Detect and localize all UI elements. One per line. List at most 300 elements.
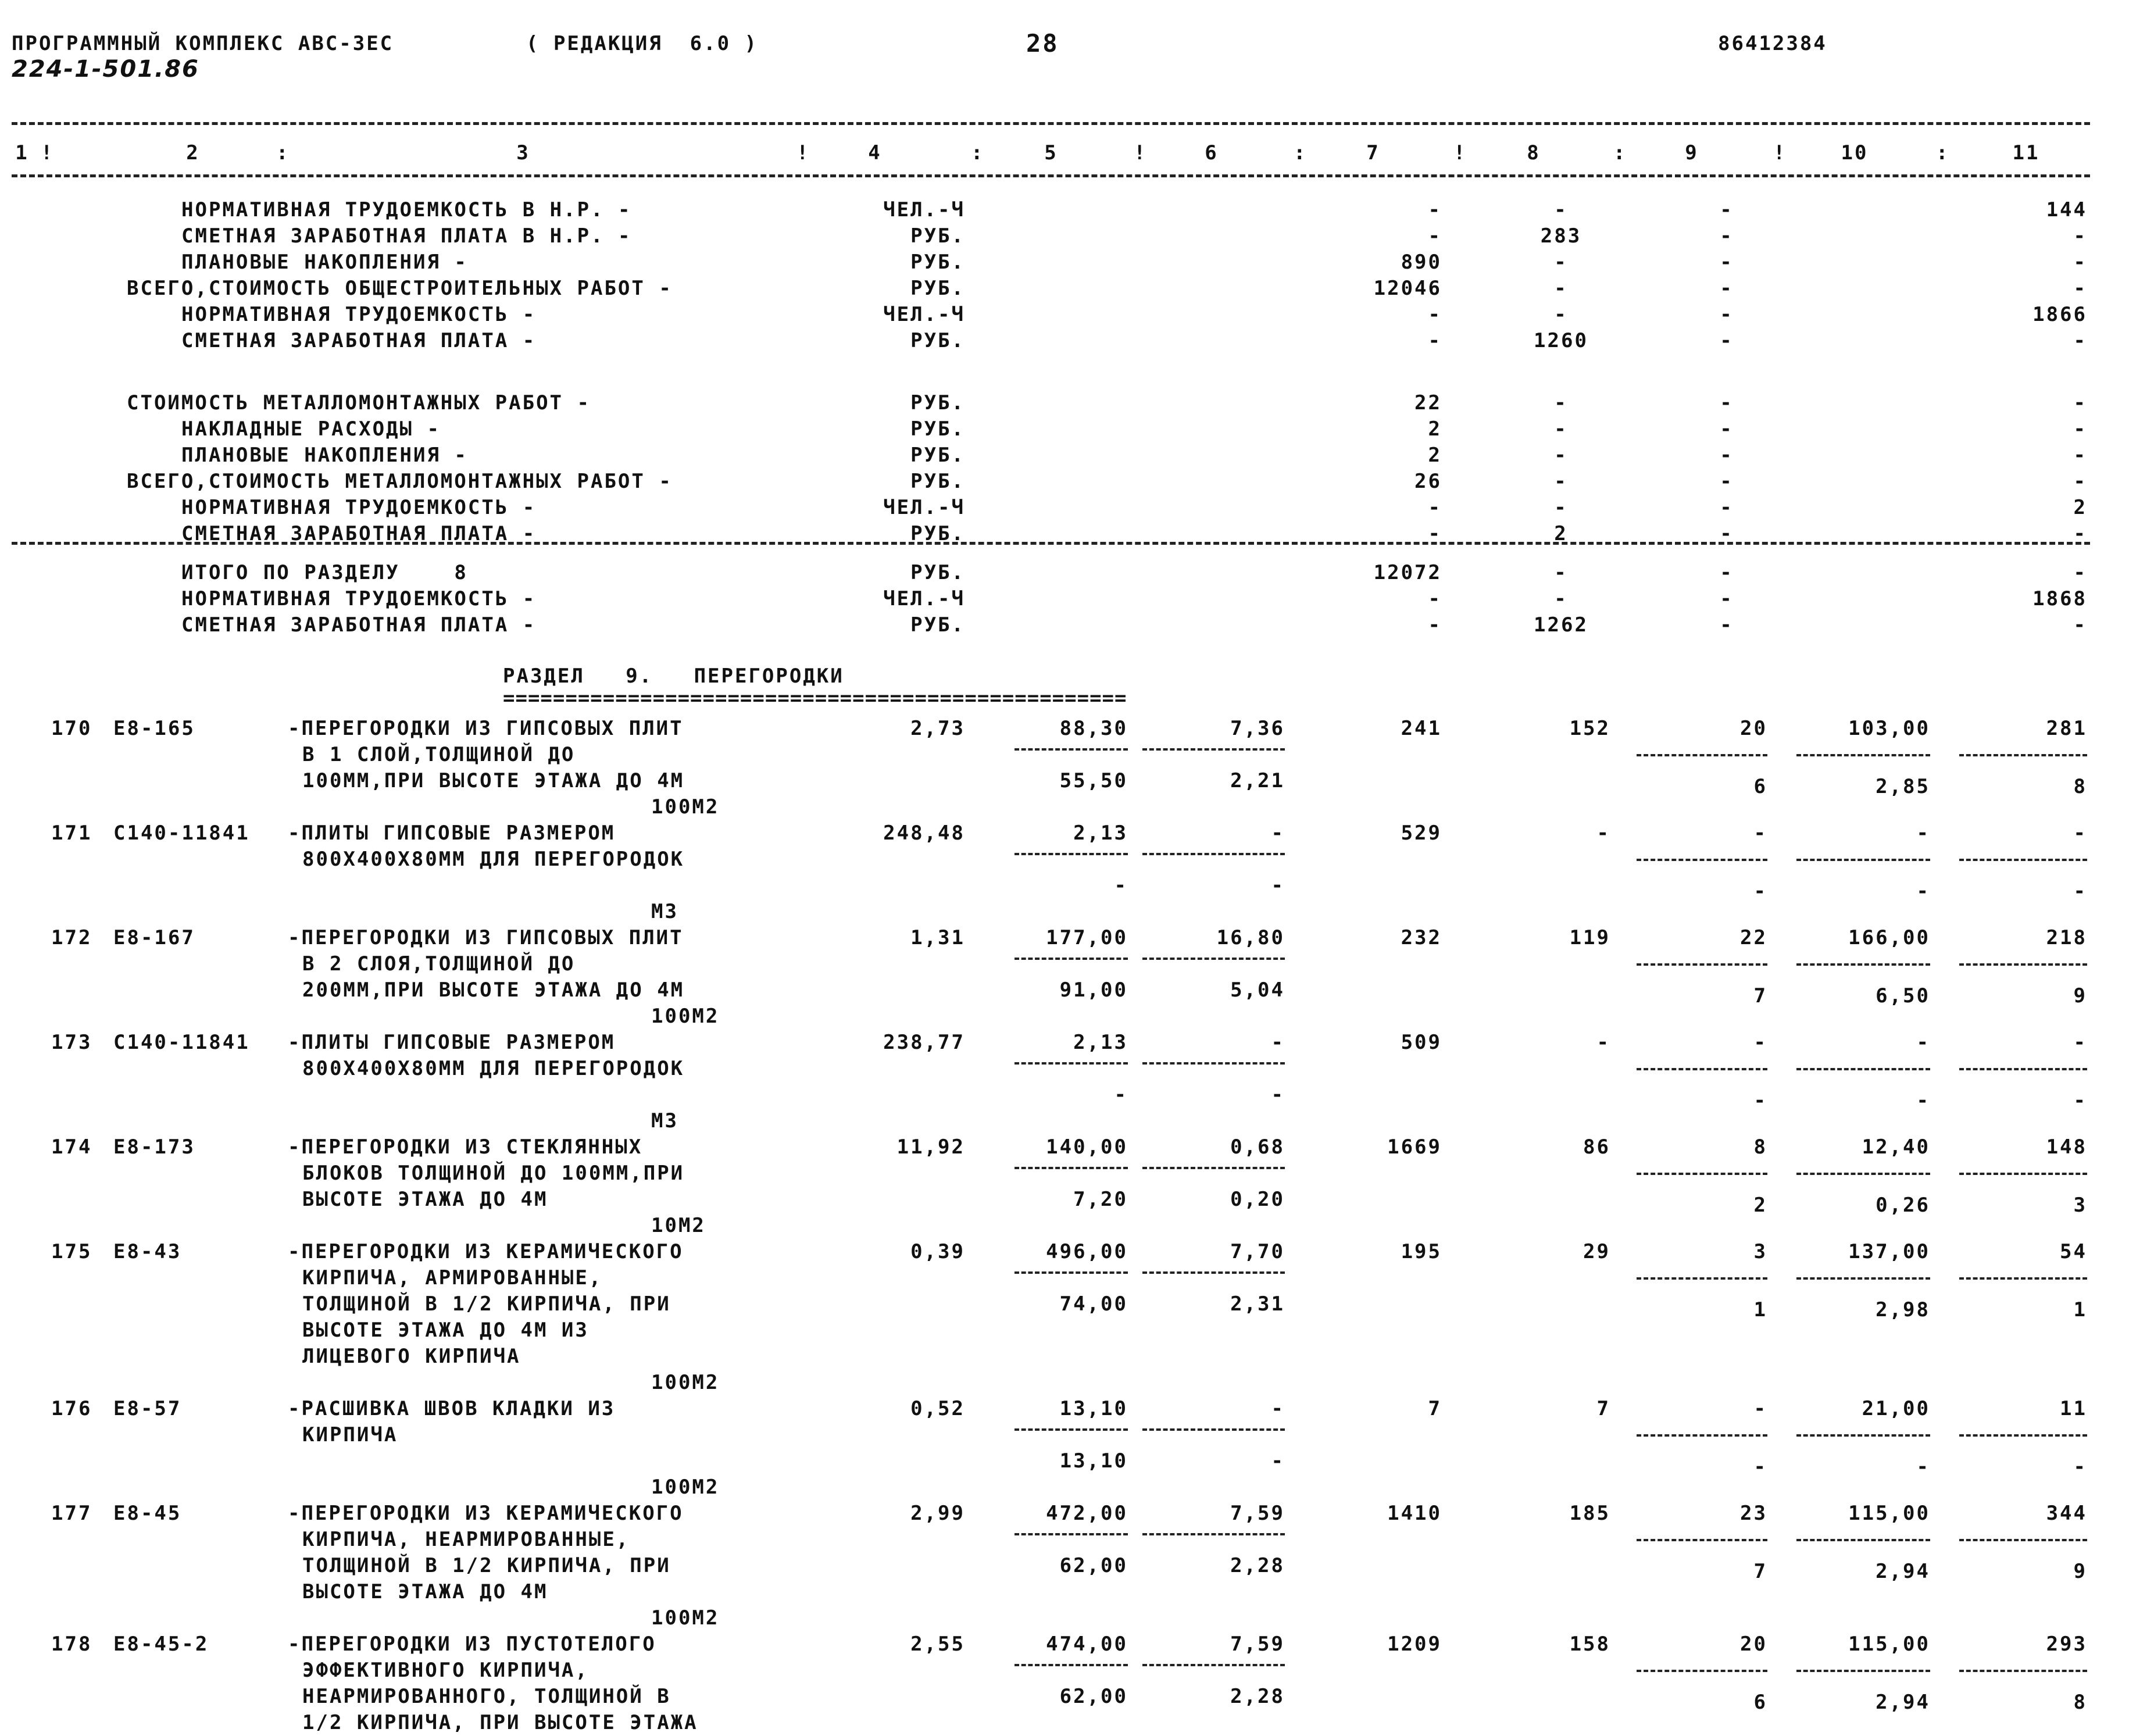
summary-col7: 12046 (1373, 277, 1442, 300)
summary-col8: 2 (1554, 522, 1568, 545)
entry-divider-col11 (1959, 1068, 2087, 1070)
summary-col8: - (1554, 391, 1568, 415)
summary-col8: 1262 (1534, 613, 1588, 637)
entry-code: Е8-45 (113, 1502, 182, 1525)
entry-description-line: ВЫСОТЕ ЭТАЖА ДО 4М ИЗ (302, 1319, 589, 1342)
section-title: РАЗДЕЛ 9. ПЕРЕГОРОДКИ (503, 665, 844, 688)
page-number: 28 (1026, 29, 1059, 58)
header-bottom-rule (12, 174, 2090, 177)
entry-col5-upper: 177,00 (1046, 926, 1128, 949)
summary-label: ВСЕГО,СТОИМОСТЬ ОБЩЕСТРОИТЕЛЬНЫХ РАБОТ - (127, 277, 673, 300)
entry-col6-lower: 2,28 (1230, 1554, 1285, 1577)
entry-col10-lower: - (1916, 1089, 1930, 1112)
entry-col9-lower: 2 (1753, 1194, 1767, 1217)
entry-divider-col11 (1959, 859, 2087, 861)
entry-col5-upper: 2,13 (1073, 821, 1128, 845)
entry-divider-col5 (1015, 1533, 1128, 1535)
summary-unit: РУБ. (910, 391, 965, 415)
entry-description-line: -ПЕРЕГОРОДКИ ИЗ ПУСТОТЕЛОГО (288, 1633, 656, 1656)
entry-number: 177 (51, 1502, 92, 1525)
summary-label: СТОИМОСТЬ МЕТАЛЛОМОНТАЖНЫХ РАБОТ - (127, 391, 591, 415)
entry-description-line: -ПЛИТЫ ГИПСОВЫЕ РАЗМЕРОМ (288, 1031, 616, 1054)
entry-divider-col10 (1796, 1434, 1930, 1437)
entry-col10-upper: 103,00 (1848, 717, 1930, 740)
entry-col5-lower: 91,00 (1059, 978, 1128, 1002)
entry-col5-upper: 2,13 (1073, 1031, 1128, 1054)
summary-col9: - (1720, 329, 1734, 352)
entry-col5-lower: 62,00 (1059, 1554, 1128, 1577)
entry-col4: 2,73 (910, 717, 965, 740)
entry-unit: 10М2 (651, 1214, 706, 1237)
summary-unit: РУБ. (910, 329, 965, 352)
entry-divider-col10 (1796, 1173, 1930, 1175)
entry-divider-col9 (1637, 1173, 1767, 1175)
column-separator: ! (1134, 141, 1148, 165)
entry-col11-upper: 281 (2046, 717, 2087, 740)
entry-description-line: -ПЛИТЫ ГИПСОВЫЕ РАЗМЕРОМ (288, 821, 616, 845)
entry-code: С140-11841 (113, 821, 250, 845)
column-header-10: 10 (1841, 141, 1869, 165)
entry-divider-col9 (1637, 963, 1767, 966)
entry-divider-col5 (1015, 1062, 1128, 1065)
summary-col9: - (1720, 417, 1734, 441)
entry-col10-upper: 115,00 (1848, 1502, 1930, 1525)
entry-divider-col10 (1796, 1670, 1930, 1672)
summary-unit: РУБ. (910, 444, 965, 467)
summary-col8: - (1554, 444, 1568, 467)
entry-divider-col11 (1959, 754, 2087, 756)
summary-col11: - (2073, 251, 2087, 274)
entry-divider-col6 (1142, 1271, 1285, 1274)
summary-col7: 26 (1414, 470, 1442, 493)
summary-col8: - (1554, 303, 1568, 326)
summary-label: СМЕТНАЯ ЗАРАБОТНАЯ ПЛАТА - (181, 613, 537, 637)
entry-number: 173 (51, 1031, 92, 1054)
entry-divider-col11 (1959, 1434, 2087, 1437)
entry-col7: 1669 (1387, 1135, 1442, 1159)
entry-col9-lower: 1 (1753, 1298, 1767, 1321)
entry-col10-upper: 137,00 (1848, 1240, 1930, 1263)
summary-col7: 22 (1414, 391, 1442, 415)
entry-code: Е8-165 (113, 717, 195, 740)
handwritten-reference: 224-1-501.86 (12, 56, 199, 83)
entry-col7: 195 (1401, 1240, 1442, 1263)
entry-col9-lower: - (1753, 880, 1767, 903)
entry-col5-lower: 74,00 (1059, 1292, 1128, 1316)
entry-description-line: ТОЛЩИНОЙ В 1/2 КИРПИЧА, ПРИ (302, 1292, 671, 1316)
entry-divider-col6 (1142, 958, 1285, 960)
entry-col6-upper: 7,36 (1230, 717, 1285, 740)
entry-number: 171 (51, 821, 92, 845)
column-separator: : (1936, 141, 1950, 165)
summary-label: СМЕТНАЯ ЗАРАБОТНАЯ ПЛАТА В Н.Р. - (181, 224, 632, 248)
entry-divider-col10 (1796, 963, 1930, 966)
summary-label: НАКЛАДНЫЕ РАСХОДЫ - (181, 417, 441, 441)
summary-col7: - (1428, 587, 1442, 610)
summary-label: ПЛАНОВЫЕ НАКОПЛЕНИЯ - (181, 444, 468, 467)
entry-unit: 100М2 (651, 1476, 720, 1499)
summary-col11: 1866 (2032, 303, 2087, 326)
entry-col11-upper: - (2073, 821, 2087, 845)
entry-description-line: 1/2 КИРПИЧА, ПРИ ВЫСОТЕ ЭТАЖА (302, 1711, 698, 1734)
summary-unit: ЧЕЛ.-Ч (883, 587, 965, 610)
entry-unit: 100М2 (651, 1606, 720, 1630)
entry-divider-col9 (1637, 1539, 1767, 1541)
entry-col5-upper: 474,00 (1046, 1633, 1128, 1656)
entry-col4: 2,99 (910, 1502, 965, 1525)
entry-divider-col10 (1796, 754, 1930, 756)
summary-col9: - (1720, 496, 1734, 519)
summary-col9: - (1720, 391, 1734, 415)
entry-col9-upper: 23 (1740, 1502, 1767, 1525)
entry-col11-upper: 218 (2046, 926, 2087, 949)
summary-unit: РУБ. (910, 251, 965, 274)
entry-divider-col6 (1142, 853, 1285, 855)
entry-divider-col9 (1637, 1068, 1767, 1070)
entry-description-line: ВЫСОТЕ ЭТАЖА ДО 4М (302, 1188, 548, 1211)
entry-description-line: КИРПИЧА, НЕАРМИРОВАННЫЕ, (302, 1528, 630, 1551)
entry-code: Е8-167 (113, 926, 195, 949)
entry-col4: 0,52 (910, 1397, 965, 1420)
summary-col11: - (2073, 277, 2087, 300)
summary-unit: ЧЕЛ.-Ч (883, 303, 965, 326)
entry-col9-lower: 6 (1753, 775, 1767, 798)
summary-col11: - (2073, 224, 2087, 248)
summary-col9: - (1720, 444, 1734, 467)
column-header-5: 5 (1044, 141, 1058, 165)
entry-col11-lower: 9 (2073, 984, 2087, 1008)
entry-col11-upper: 11 (2060, 1397, 2087, 1420)
entry-col11-lower: 1 (2073, 1298, 2087, 1321)
entry-col4: 1,31 (910, 926, 965, 949)
entry-unit: 100М2 (651, 795, 720, 819)
column-separator: ! (41, 141, 55, 165)
entry-col11-upper: - (2073, 1031, 2087, 1054)
entry-col7: 509 (1401, 1031, 1442, 1054)
summary-col9: - (1720, 561, 1734, 584)
entry-col6-lower: 5,04 (1230, 978, 1285, 1002)
entry-code: Е8-43 (113, 1240, 182, 1263)
entry-col10-lower: 6,50 (1876, 984, 1930, 1008)
summary-label: СМЕТНАЯ ЗАРАБОТНАЯ ПЛАТА - (181, 522, 537, 545)
entry-col9-upper: - (1753, 1397, 1767, 1420)
summary-col9: - (1720, 303, 1734, 326)
entry-col11-lower: 8 (2073, 775, 2087, 798)
entry-code: Е8-57 (113, 1397, 182, 1420)
column-header-1: 1 (15, 141, 29, 165)
column-header-2: 2 (186, 141, 200, 165)
entry-col6-upper: 0,68 (1230, 1135, 1285, 1159)
summary-label: НОРМАТИВНАЯ ТРУДОЕМКОСТЬ - (181, 587, 537, 610)
summary-col8: 283 (1540, 224, 1582, 248)
summary-col7: - (1428, 522, 1442, 545)
entry-col11-lower: - (2073, 1455, 2087, 1478)
entry-col5-upper: 13,10 (1059, 1397, 1128, 1420)
entry-col4: 11,92 (896, 1135, 965, 1159)
entry-col9-lower: 7 (1753, 1560, 1767, 1583)
summary-label: НОРМАТИВНАЯ ТРУДОЕМКОСТЬ - (181, 303, 537, 326)
entry-divider-col6 (1142, 1062, 1285, 1065)
entry-col6-lower: - (1271, 1449, 1285, 1473)
entry-col7: 1410 (1387, 1502, 1442, 1525)
entry-col4: 2,55 (910, 1633, 965, 1656)
entry-description-line: -ПЕРЕГОРОДКИ ИЗ ГИПСОВЫХ ПЛИТ (288, 717, 684, 740)
summary-col11: - (2073, 417, 2087, 441)
entry-divider-col5 (1015, 1428, 1128, 1431)
entry-col8: 152 (1569, 717, 1610, 740)
entry-col7: 1209 (1387, 1633, 1442, 1656)
entry-description-line: В 2 СЛОЯ,ТОЛЩИНОЙ ДО (302, 952, 576, 976)
entry-col10-lower: 2,85 (1876, 775, 1930, 798)
entry-col6-upper: - (1271, 821, 1285, 845)
entry-col7: 529 (1401, 821, 1442, 845)
entry-col8: 119 (1569, 926, 1610, 949)
entry-col9-lower: 6 (1753, 1691, 1767, 1714)
column-separator: : (276, 141, 290, 165)
entry-col6-upper: 16,80 (1216, 926, 1285, 949)
entry-col5-lower: - (1114, 1083, 1128, 1106)
entry-divider-col11 (1959, 963, 2087, 966)
column-separator: : (1613, 141, 1627, 165)
entry-code: Е8-173 (113, 1135, 195, 1159)
entry-unit: 100М2 (651, 1005, 720, 1028)
entry-col9-upper: 20 (1740, 717, 1767, 740)
summary-col9: - (1720, 198, 1734, 222)
entry-code: Е8-45-2 (113, 1633, 209, 1656)
entry-col9-upper: 22 (1740, 926, 1767, 949)
entry-number: 176 (51, 1397, 92, 1420)
summary-col7: 2 (1428, 444, 1442, 467)
entry-col5-lower: - (1114, 874, 1128, 897)
entry-col9-upper: - (1753, 821, 1767, 845)
entry-col4: 238,77 (883, 1031, 965, 1054)
summary-label: НОРМАТИВНАЯ ТРУДОЕМКОСТЬ В Н.Р. - (181, 198, 632, 222)
entry-col11-lower: 9 (2073, 1560, 2087, 1583)
entry-col8: - (1596, 821, 1610, 845)
summary-col11: - (2073, 522, 2087, 545)
entry-divider-col10 (1796, 859, 1930, 861)
column-header-4: 4 (868, 141, 882, 165)
entry-description-line: 800Х400Х80ММ ДЛЯ ПЕРЕГОРОДОК (302, 1057, 685, 1080)
summary-col8: - (1554, 561, 1568, 584)
entry-col10-upper: - (1916, 1031, 1930, 1054)
summary-col9: - (1720, 224, 1734, 248)
entry-col8: 86 (1583, 1135, 1610, 1159)
column-header-7: 7 (1366, 141, 1380, 165)
entry-col11-lower: - (2073, 1089, 2087, 1112)
summary-col9: - (1720, 613, 1734, 637)
entry-col10-upper: 12,40 (1862, 1135, 1930, 1159)
column-header-9: 9 (1685, 141, 1699, 165)
summary-col7: 890 (1401, 251, 1442, 274)
summary-unit: ЧЕЛ.-Ч (883, 496, 965, 519)
summary-col7: - (1428, 303, 1442, 326)
entry-unit: М3 (651, 900, 678, 923)
summary-label: ПЛАНОВЫЕ НАКОПЛЕНИЯ - (181, 251, 468, 274)
summary-col11: - (2073, 613, 2087, 637)
program-name: ПРОГРАММНЫЙ КОМПЛЕКС АВС-ЗЕС (12, 32, 394, 55)
entry-col9-upper: 8 (1753, 1135, 1767, 1159)
entry-col10-upper: 166,00 (1848, 926, 1930, 949)
entry-col11-lower: 3 (2073, 1194, 2087, 1217)
entry-description-line: ЛИЦЕВОГО КИРПИЧА (302, 1345, 521, 1368)
entry-col10-lower: 2,98 (1876, 1298, 1930, 1321)
entry-divider-col6 (1142, 748, 1285, 751)
entry-col9-upper: 3 (1753, 1240, 1767, 1263)
entry-number: 175 (51, 1240, 92, 1263)
entry-divider-col11 (1959, 1173, 2087, 1175)
entry-col7: 232 (1401, 926, 1442, 949)
summary-col8: - (1554, 417, 1568, 441)
summary-unit: РУБ. (910, 224, 965, 248)
entry-description-line: 800Х400Х80ММ ДЛЯ ПЕРЕГОРОДОК (302, 848, 685, 871)
column-separator: : (1294, 141, 1308, 165)
entry-col11-upper: 344 (2046, 1502, 2087, 1525)
entry-divider-col10 (1796, 1539, 1930, 1541)
entry-col10-lower: - (1916, 1455, 1930, 1478)
entry-col6-lower: 2,31 (1230, 1292, 1285, 1316)
summary-unit: РУБ. (910, 561, 965, 584)
summary-unit: РУБ. (910, 522, 965, 545)
entry-description-line: В 1 СЛОЙ,ТОЛЩИНОЙ ДО (302, 743, 576, 766)
entry-col6-lower: - (1271, 874, 1285, 897)
column-separator: ! (1453, 141, 1467, 165)
summary-unit: РУБ. (910, 470, 965, 493)
entry-number: 172 (51, 926, 92, 949)
document-code: 86412384 (1718, 32, 1827, 55)
summary-col11: - (2073, 444, 2087, 467)
summary-col7: 2 (1428, 417, 1442, 441)
entry-col5-upper: 140,00 (1046, 1135, 1128, 1159)
entry-col10-lower: - (1916, 880, 1930, 903)
entry-description-line: ЭФФЕКТИВНОГО КИРПИЧА, (302, 1659, 589, 1682)
entry-divider-col9 (1637, 1670, 1767, 1672)
entry-divider-col9 (1637, 754, 1767, 756)
entry-description-line: БЛОКОВ ТОЛЩИНОЙ ДО 100ММ,ПРИ (302, 1162, 685, 1185)
entry-description-line: ТОЛЩИНОЙ В 1/2 КИРПИЧА, ПРИ (302, 1554, 671, 1577)
column-header-6: 6 (1205, 141, 1219, 165)
entry-col7: 241 (1401, 717, 1442, 740)
entry-divider-col5 (1015, 1167, 1128, 1169)
entry-col11-upper: 54 (2060, 1240, 2087, 1263)
entry-unit: 100М2 (651, 1371, 720, 1394)
entry-number: 178 (51, 1633, 92, 1656)
entry-col5-upper: 496,00 (1046, 1240, 1128, 1263)
summary-unit: РУБ. (910, 417, 965, 441)
entry-description-line: -ПЕРЕГОРОДКИ ИЗ СТЕКЛЯННЫХ (288, 1135, 643, 1159)
entry-unit: М3 (651, 1109, 678, 1133)
summary-col11: - (2073, 561, 2087, 584)
entry-col5-upper: 472,00 (1046, 1502, 1128, 1525)
summary-unit: ЧЕЛ.-Ч (883, 198, 965, 222)
summary-col11: - (2073, 470, 2087, 493)
header-top-rule (12, 122, 2090, 125)
entry-col10-lower: 0,26 (1876, 1194, 1930, 1217)
entry-divider-col6 (1142, 1664, 1285, 1666)
entry-col5-lower: 7,20 (1073, 1188, 1128, 1211)
entry-col9-lower: 7 (1753, 984, 1767, 1008)
entry-divider-col5 (1015, 853, 1128, 855)
summary-col9: - (1720, 251, 1734, 274)
summary-col7: 12072 (1373, 561, 1442, 584)
section-underline: ================================================== (503, 687, 1127, 710)
entry-number: 174 (51, 1135, 92, 1159)
entry-col5-lower: 62,00 (1059, 1685, 1128, 1708)
column-header-11: 11 (2012, 141, 2040, 165)
entry-divider-col6 (1142, 1533, 1285, 1535)
summary-label: НОРМАТИВНАЯ ТРУДОЕМКОСТЬ - (181, 496, 537, 519)
entry-col11-upper: 148 (2046, 1135, 2087, 1159)
entry-col8: - (1596, 1031, 1610, 1054)
entry-col8: 185 (1569, 1502, 1610, 1525)
summary-col7: - (1428, 198, 1442, 222)
entry-divider-col6 (1142, 1428, 1285, 1431)
entry-col8: 29 (1583, 1240, 1610, 1263)
entry-description-line: КИРПИЧА (302, 1423, 398, 1446)
summary-col11: 144 (2046, 198, 2087, 222)
summary-col7: - (1428, 224, 1442, 248)
entry-col11-lower: - (2073, 880, 2087, 903)
entry-col10-lower: 2,94 (1876, 1691, 1930, 1714)
entry-col6-upper: 7,70 (1230, 1240, 1285, 1263)
entry-description-line: ВЫСОТЕ ЭТАЖА ДО 4М (302, 1580, 548, 1603)
entry-divider-col10 (1796, 1068, 1930, 1070)
entry-description-line: -ПЕРЕГОРОДКИ ИЗ КЕРАМИЧЕСКОГО (288, 1502, 684, 1525)
entry-description-line: -РАСШИВКА ШВОВ КЛАДКИ ИЗ (288, 1397, 616, 1420)
summary-col11: - (2073, 329, 2087, 352)
entry-col9-lower: - (1753, 1455, 1767, 1478)
entry-col7: 7 (1428, 1397, 1442, 1420)
entry-col9-upper: - (1753, 1031, 1767, 1054)
summary-label: ВСЕГО,СТОИМОСТЬ МЕТАЛЛОМОНТАЖНЫХ РАБОТ - (127, 470, 673, 493)
entry-col5-lower: 55,50 (1059, 769, 1128, 792)
entry-divider-col5 (1015, 1271, 1128, 1274)
entry-description-line: НЕАРМИРОВАННОГО, ТОЛЩИНОЙ В (302, 1685, 671, 1708)
entry-col10-upper: 115,00 (1848, 1633, 1930, 1656)
entry-number: 170 (51, 717, 92, 740)
entry-col8: 158 (1569, 1633, 1610, 1656)
summary-col11: - (2073, 391, 2087, 415)
summary-col8: - (1554, 470, 1568, 493)
entry-divider-col10 (1796, 1277, 1930, 1280)
entry-col6-lower: 0,20 (1230, 1188, 1285, 1211)
summary-col8: - (1554, 251, 1568, 274)
summary-col8: - (1554, 496, 1568, 519)
entry-divider-col9 (1637, 1277, 1767, 1280)
entry-col11-upper: 293 (2046, 1633, 2087, 1656)
entry-divider-col9 (1637, 859, 1767, 861)
entry-col10-lower: 2,94 (1876, 1560, 1930, 1583)
entry-description-line: 200ММ,ПРИ ВЫСОТЕ ЭТАЖА ДО 4М (302, 978, 685, 1002)
entry-divider-col11 (1959, 1539, 2087, 1541)
summary-col8: - (1554, 198, 1568, 222)
entry-col11-lower: 8 (2073, 1691, 2087, 1714)
summary-col8: - (1554, 277, 1568, 300)
summary-col9: - (1720, 277, 1734, 300)
entry-divider-col5 (1015, 958, 1128, 960)
entry-col5-upper: 88,30 (1059, 717, 1128, 740)
entry-col9-upper: 20 (1740, 1633, 1767, 1656)
entry-col6-upper: - (1271, 1397, 1285, 1420)
entry-divider-col9 (1637, 1434, 1767, 1437)
summary-col9: - (1720, 470, 1734, 493)
summary-label: СМЕТНАЯ ЗАРАБОТНАЯ ПЛАТА - (181, 329, 537, 352)
entry-description-line: КИРПИЧА, АРМИРОВАННЫЕ, (302, 1266, 603, 1290)
entry-col5-lower: 13,10 (1059, 1449, 1128, 1473)
summary-col7: - (1428, 613, 1442, 637)
summary-label: ИТОГО ПО РАЗДЕЛУ 8 (181, 561, 468, 584)
entry-col6-lower: 2,28 (1230, 1685, 1285, 1708)
